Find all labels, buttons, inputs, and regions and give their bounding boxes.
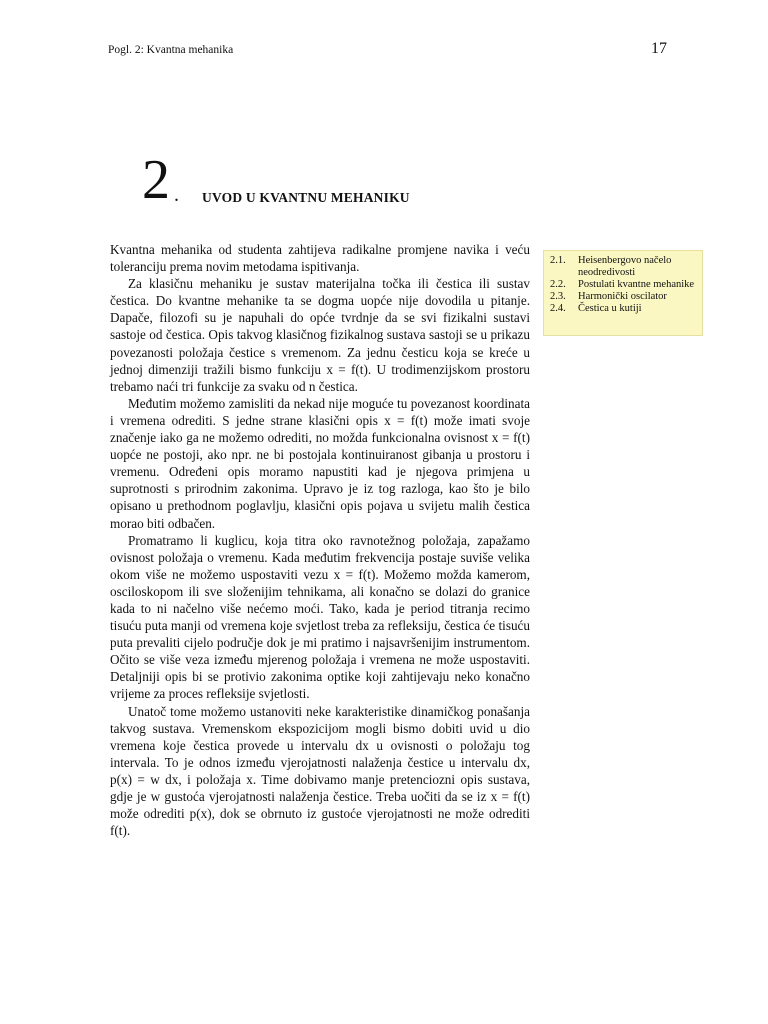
paragraph: Za klasičnu mehaniku je sustav materijalna točka ili čestica ili sustav čestica. Do kvantne mehanike ta se dogma uopće nije dovodila u pitanje. Dapače, filozofi su je napuhali do opće tvrdnje da se svi fizikalni sustavi sastoje od čestica. Opis takvog klasičnog fizikalnog sustava sastoji se u prikazu povezanosti položaja čestice s vremenom. Za jednu česticu koja se kreće u jednoj dimenziji tražili bismo funkciju x = f(t). U trodimenzijskom prostoru trebamo naći tri funkcije za svaku od n čestica. — [110, 276, 530, 394]
paragraph: Unatoč tome možemo ustanoviti neke karakteristike dinamičkog ponašanja takvog sustava. Vremenskom ekspozicijom mogli bismo dobiti uvid u dio vremena koje čestica provede u intervalu dx u ovisnosti o položaju tog intervala. To je odnos između vjerojatnosti nalaženja čestice u intervalu dx, p(x) = w dx, i položaja x. Time dobivamo manje pretenciozni opis sustava, gdje je w gustoća vjerojatnosti nalaženja čestice. Treba uočiti da se iz x = f(t) može odrediti p(x), dok se obrnuto iz gustoće vjerojatnosti ne može odrediti f(t). — [110, 703, 530, 839]
toc-item-label: Čestica u kutiji — [578, 303, 642, 314]
chapter-number-dot: . — [174, 184, 179, 206]
paragraph: Međutim možemo zamisliti da nekad nije moguće tu povezanost koordinata i vremena odrediti. S jedne strane klasični opis x = f(t) može imati svoje značenje iako ga ne možemo odrediti, no možda funkcionalna ovisnost x = f(t) uopće ne postoji, ako npr. ne bi postojala kontinuiranost gibanja u prostoru i vremenu. Određeni opis moramo napustiti kad je njegova primjena u suprotnosti s prirodnim zakonima. Upravo je iz tog razloga, kao što je bilo opisano u prethodnom poglavlju, klasični opis pojava u svijetu malih čestica morao biti odbačen. — [110, 395, 530, 531]
toc-item[interactable] — [550, 291, 698, 303]
paragraph-intro: Kvantna mehanika od studenta zahtijeva radikalne promjene navika i veću toleranciju prema novim metodama ispitivanja. — [110, 242, 530, 275]
toc-item-label: Postulati kvantne mehanike — [578, 279, 695, 290]
toc-item[interactable] — [550, 303, 698, 315]
toc-item-number: 2.2. — [550, 279, 566, 290]
page-number: 17 — [651, 40, 667, 57]
toc-item-label: Harmonički oscilator — [578, 291, 667, 302]
toc-item-number: 2.1. — [550, 255, 566, 266]
toc-item[interactable] — [550, 279, 698, 291]
chapter-number: 2 — [142, 149, 170, 211]
toc-item-number: 2.4. — [550, 303, 566, 314]
toc-item-label: Heisenbergovo načelo neodredivosti — [578, 255, 672, 278]
chapter-contents-box — [543, 250, 703, 336]
chapter-body-text — [110, 241, 530, 839]
chapter-title: UVOD U KVANTNU MEHANIKU — [202, 190, 410, 205]
toc-item[interactable] — [550, 255, 698, 279]
toc-item-number: 2.3. — [550, 291, 566, 302]
running-header: Pogl. 2: Kvantna mehanika — [108, 44, 234, 56]
paragraph: Promatramo li kuglicu, koja titra oko ravnotežnog položaja, zapažamo ovisnost položaja o vremenu. Kada međutim frekvencija postaje suviše velika okom više ne možemo uspostaviti vezu x = f(t). Možemo možda kamerom, osciloskopom ili sve složenijim tehnikama, ali konačno se dolazi do granice kada to ni načelno više nećemo moći. Tako, kada je period titranja recimo tisuću puta manji od vremena koje svjetlost treba za refleksiju, čestica će tisuću puta prevaliti cijelo područje dok je mi pratimo i najsavršenijim instrumentom. Očito se više veza između mjerenog položaja i vremena ne može uspostaviti. Detaljniji opis bi se protivio zakonima optike koji zahtijevaju neko konačno vrijeme za proces refleksije svjetlosti. — [110, 532, 530, 702]
